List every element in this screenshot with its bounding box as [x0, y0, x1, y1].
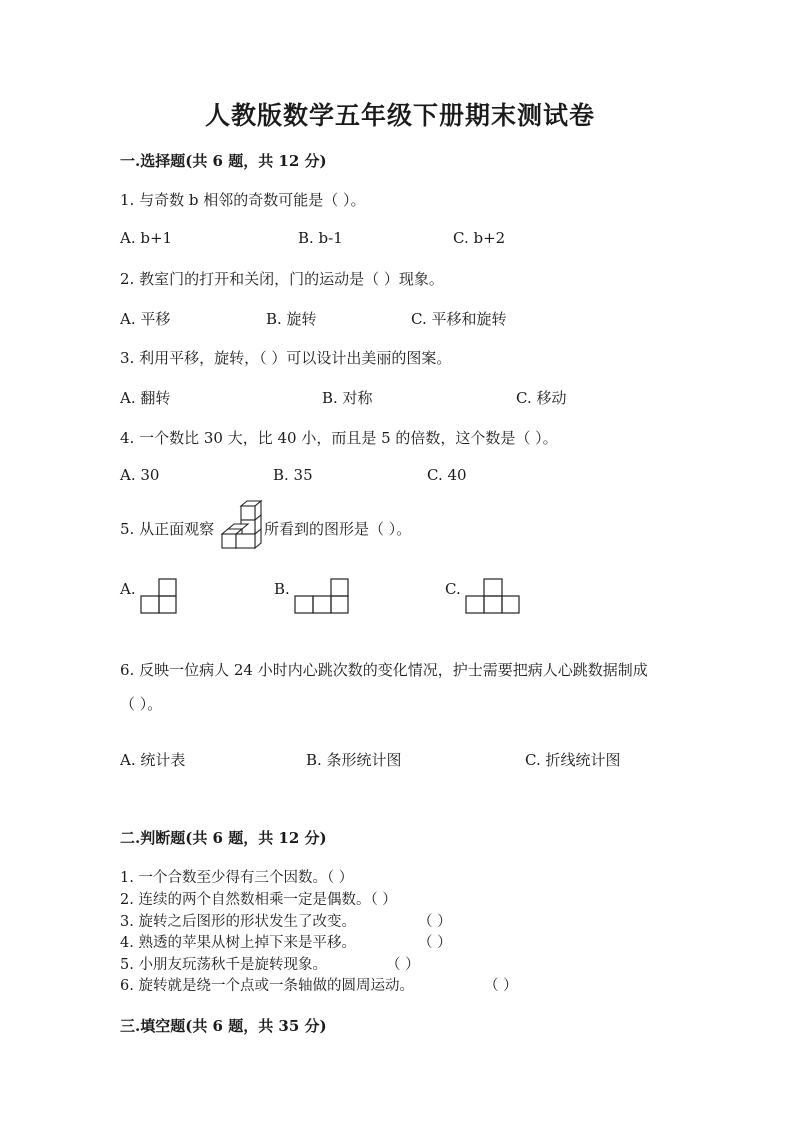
question-2-option-a: A. 平移 [120, 310, 171, 328]
question-5-option-c: C. [445, 580, 461, 598]
question-3-option-c: C. 移动 [516, 389, 567, 407]
judgement-item-5-bracket: （ ） [386, 957, 420, 973]
question-5-option-b: B. [274, 580, 290, 598]
question-1-text: 1. 与奇数 b 相邻的奇数可能是（ ）。 [120, 191, 366, 209]
question-4-option-b: B. 35 [273, 466, 313, 484]
question-1-option-c: C. b+2 [453, 229, 506, 247]
question-6-text-line2: （ ）。 [120, 695, 163, 713]
question-4-option-c: C. 40 [427, 466, 467, 484]
question-2-text: 2. 教室门的打开和关闭，门的运动是（ ）现象。 [120, 270, 444, 288]
question-3-text: 3. 利用平移，旋转，（ ）可以设计出美丽的图案。 [120, 349, 452, 367]
section-header-fill-blank: 三.填空题(共 6 题，共 35 分) [120, 1017, 327, 1035]
judgement-item-5: 5. 小朋友玩荡秋千是旋转现象。 [120, 957, 327, 973]
judgement-item-3-bracket: （ ） [418, 914, 452, 930]
judgement-item-6-bracket: （ ） [484, 978, 518, 994]
question-5-option-a: A. [120, 580, 136, 598]
question-3-option-a: A. 翻转 [120, 389, 171, 407]
judgement-item-4: 4. 熟透的苹果从树上掉下来是平移。 [120, 935, 356, 951]
question-5-text-before: 5. 从正面观察 [120, 520, 215, 538]
question-6-option-c: C. 折线统计图 [525, 751, 621, 769]
option-a-grid-figure [140, 578, 178, 614]
section-header-judgement: 二.判断题(共 6 题，共 12 分) [120, 829, 327, 847]
judgement-item-2: 2. 连续的两个自然数相乘一定是偶数。（ ） [120, 892, 397, 908]
option-b-grid-figure [294, 578, 350, 614]
question-2-option-b: B. 旋转 [266, 310, 317, 328]
question-6-option-a: A. 统计表 [120, 751, 186, 769]
judgement-item-6: 6. 旋转就是绕一个点或一条轴做的圆周运动。 [120, 978, 414, 994]
judgement-item-1: 1. 一个合数至少得有三个因数。（ ） [120, 870, 354, 886]
section-header-choice: 一.选择题(共 6 题，共 12 分) [120, 152, 327, 170]
question-5-text-after: 所看到的图形是（ ）。 [264, 520, 412, 538]
question-2-option-c: C. 平移和旋转 [411, 310, 507, 328]
judgement-item-4-bracket: （ ） [418, 935, 452, 951]
question-4-text: 4. 一个数比 30 大，比 40 小，而且是 5 的倍数，这个数是（ ）。 [120, 429, 558, 447]
question-6-text-line1: 6. 反映一位病人 24 小时内心跳次数的变化情况，护士需要把病人心跳数据制成 [120, 661, 648, 679]
question-3-option-b: B. 对称 [322, 389, 373, 407]
question-1-option-a: A. b+1 [120, 229, 173, 247]
judgement-item-3: 3. 旋转之后图形的形状发生了改变。 [120, 914, 356, 930]
page-title: 人教版数学五年级下册期末测试卷 [204, 101, 595, 130]
question-4-option-a: A. 30 [120, 466, 160, 484]
question-1-option-b: B. b-1 [298, 229, 343, 247]
option-c-grid-figure [465, 578, 521, 614]
cube-stack-figure [219, 500, 265, 554]
question-6-option-b: B. 条形统计图 [306, 751, 402, 769]
